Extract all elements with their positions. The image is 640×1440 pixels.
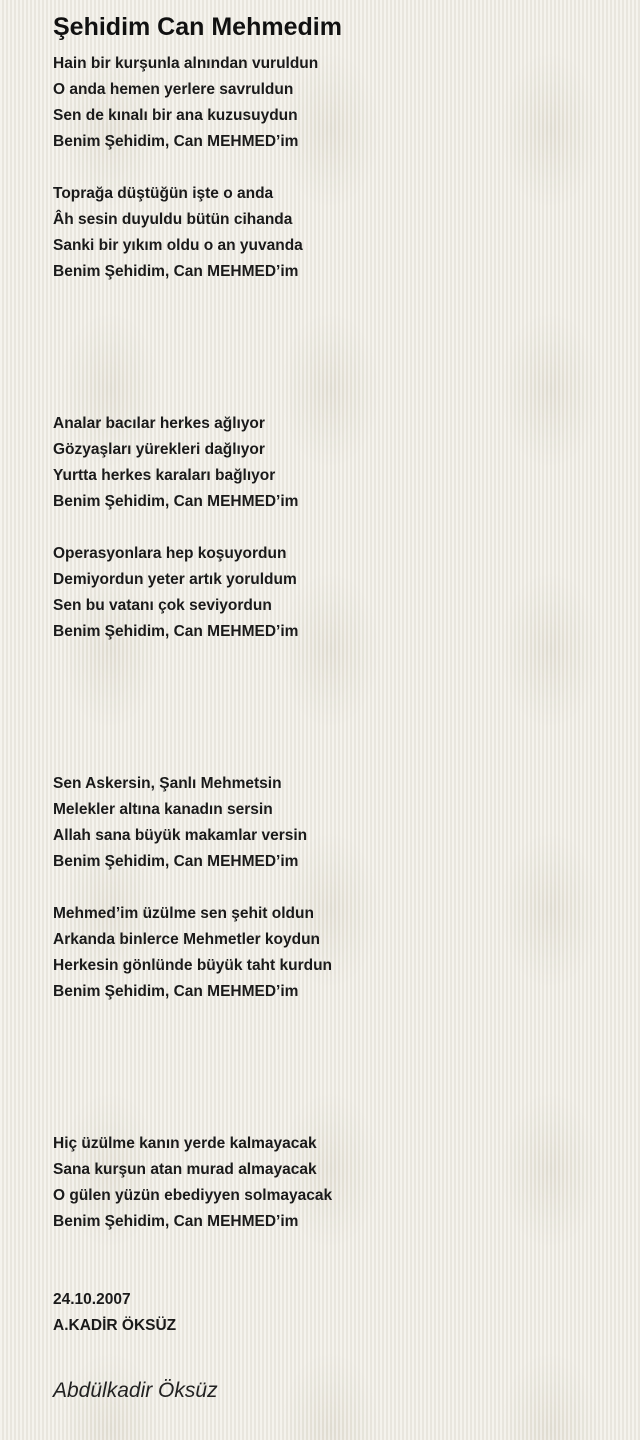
stanza-3 [53,411,298,515]
poem-line: Sen Askersin, Şanlı Mehmetsin [53,775,282,792]
poem-line: O gülen yüzün ebediyyen solmayacak [53,1187,333,1204]
poem-line: Âh sesin duyuldu bütün cihanda [53,211,293,228]
poem-footer [53,1287,176,1339]
poem-line: Hiç üzülme kanın yerde kalmayacak [53,1135,317,1152]
poem-line: Benim Şehidim, Can MEHMED’im [53,493,299,510]
poem-line: Analar bacılar herkes ağlıyor [53,415,265,432]
poem-line: Sanki bir yıkım oldu o an yuvanda [53,237,303,254]
poem-line: Sen de kınalı bir ana kuzusuydun [53,107,298,124]
poem-line: Benim Şehidim, Can MEHMED’im [53,1213,299,1230]
poem-line: Gözyaşları yürekleri dağlıyor [53,441,265,458]
poem-line: Herkesin gönlünde büyük taht kurdun [53,957,333,974]
poem-date: 24.10.2007 [53,1291,131,1308]
stanza-1 [53,51,318,155]
stanza-2 [53,181,303,285]
poem-line: Operasyonlara hep koşuyordun [53,545,287,562]
poem-author: A.KADİR ÖKSÜZ [53,1317,177,1334]
poem-line: Benim Şehidim, Can MEHMED’im [53,623,299,640]
poem-line: Benim Şehidim, Can MEHMED’im [53,853,299,870]
poem-line: Toprağa düştüğün işte o anda [53,185,274,202]
poem-line: Sana kurşun atan murad almayacak [53,1161,317,1178]
poem-line: Benim Şehidim, Can MEHMED’im [53,983,299,1000]
poem-line: Mehmed’im üzülme sen şehit oldun [53,905,314,922]
stanza-4 [53,541,298,645]
stanza-7 [53,1131,332,1235]
stanza-6 [53,901,332,1005]
poem-line: Melekler altına kanadın sersin [53,801,273,818]
poem-line: Benim Şehidim, Can MEHMED’im [53,133,299,150]
poem-line: Arkanda binlerce Mehmetler koydun [53,931,321,948]
stanza-5 [53,771,307,875]
poem-line: O anda hemen yerlere savruldun [53,81,294,98]
poem-line: Yurtta herkes karaları bağlıyor [53,467,276,484]
poem-title: Şehidim Can Mehmedim [53,13,342,41]
poem-line: Demiyordun yeter artık yoruldum [53,571,297,588]
poem-line: Sen bu vatanı çok seviyordun [53,597,272,614]
poem-line: Allah sana büyük makamlar versin [53,827,308,844]
poem-line: Benim Şehidim, Can MEHMED’im [53,263,299,280]
poem-line: Hain bir kurşunla alnından vuruldun [53,55,319,72]
author-signature[interactable]: Abdülkadir Öksüz [53,1379,218,1402]
